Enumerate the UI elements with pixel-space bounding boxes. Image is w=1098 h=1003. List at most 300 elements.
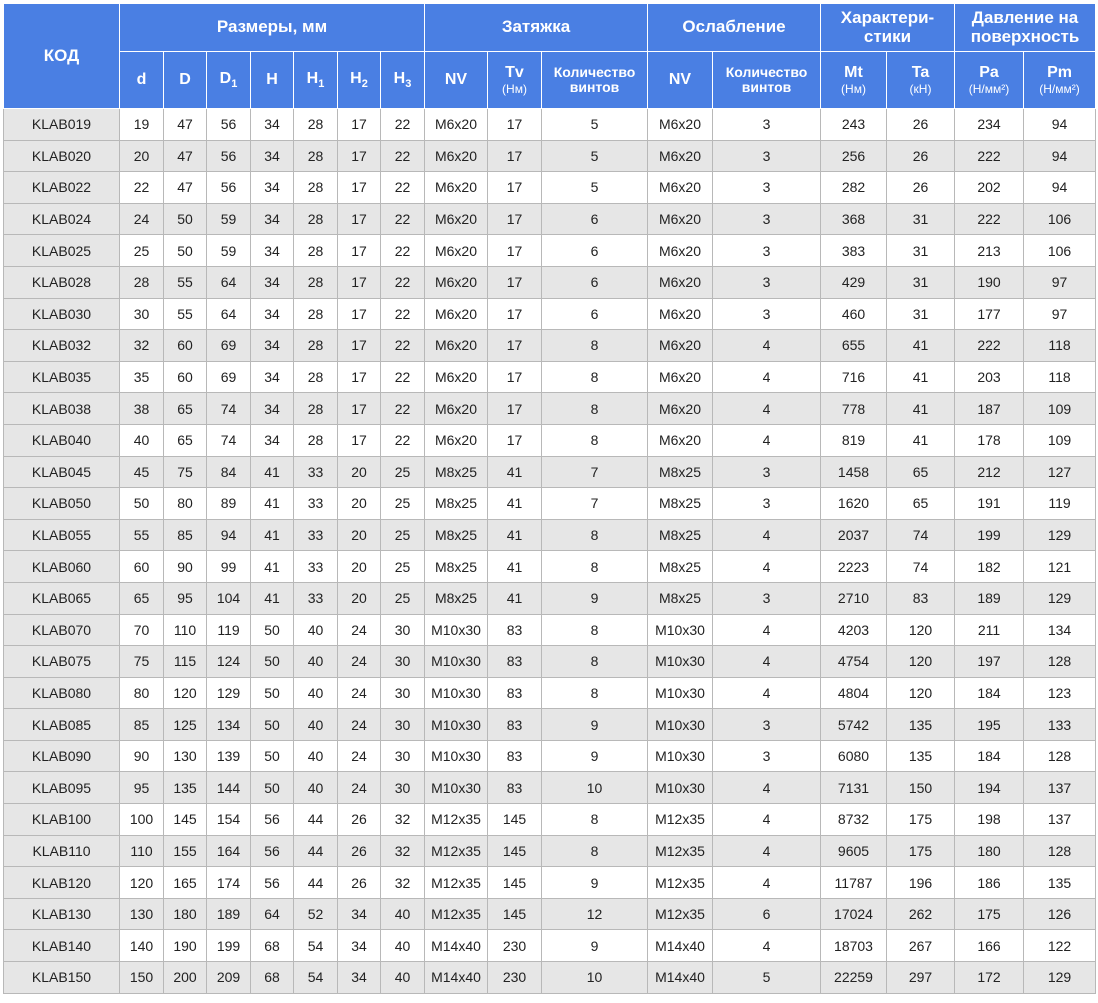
table-row [4,456,1096,488]
cell-tv: 17 [488,298,542,330]
spec-table [3,3,1096,994]
cell-H3: 30 [381,677,425,709]
cell-code: KLAB120 [4,867,120,899]
cell-pa: 195 [955,709,1024,741]
cell-D: 115 [164,646,207,678]
cell-H1: 28 [294,203,338,235]
cell-mt: 460 [821,298,887,330]
cell-mt: 4754 [821,646,887,678]
cell-mt: 8732 [821,804,887,836]
cell-H1: 28 [294,266,338,298]
cell-mt: 368 [821,203,887,235]
cell-D1: 59 [207,235,251,267]
cell-ta: 26 [887,172,955,204]
cell-pa: 178 [955,424,1024,456]
col-header-pa [955,52,1024,109]
cell-H1: 28 [294,235,338,267]
cell-tv: 83 [488,740,542,772]
cell-d: 60 [120,551,164,583]
cell-H1: 40 [294,614,338,646]
cell-D: 200 [164,962,207,994]
cell-H3: 22 [381,266,425,298]
cell-ta: 120 [887,677,955,709]
col-header-H2-main: H [350,69,362,87]
cell-H2: 17 [338,140,381,172]
cell-D: 145 [164,804,207,836]
cell-d: 100 [120,804,164,836]
cell-code: KLAB030 [4,298,120,330]
cell-pm: 129 [1024,962,1096,994]
cell-D1: 174 [207,867,251,899]
cell-H1: 40 [294,677,338,709]
cell-H1: 33 [294,582,338,614]
cell-tv: 17 [488,203,542,235]
cell-H2: 20 [338,582,381,614]
cell-pa: 213 [955,235,1024,267]
cell-H3: 22 [381,172,425,204]
cell-H: 41 [251,551,294,583]
cell-screws-tight: 8 [542,330,648,362]
cell-ta: 41 [887,361,955,393]
cell-code: KLAB150 [4,962,120,994]
cell-H: 56 [251,867,294,899]
table-row [4,930,1096,962]
cell-D: 120 [164,677,207,709]
cell-H1: 33 [294,456,338,488]
cell-d: 90 [120,740,164,772]
cell-d: 55 [120,519,164,551]
cell-nv-loose: M8x25 [648,488,713,520]
cell-ta: 31 [887,235,955,267]
cell-H: 50 [251,646,294,678]
cell-H: 41 [251,582,294,614]
cell-mt: 716 [821,361,887,393]
cell-screws-tight: 8 [542,361,648,393]
cell-ta: 262 [887,898,955,930]
cell-pm: 118 [1024,330,1096,362]
cell-screws-tight: 7 [542,488,648,520]
cell-tv: 83 [488,677,542,709]
cell-mt: 6080 [821,740,887,772]
cell-H2: 17 [338,361,381,393]
cell-pm: 133 [1024,709,1096,741]
cell-H2: 20 [338,456,381,488]
cell-nv-loose: M10x30 [648,677,713,709]
cell-d: 30 [120,298,164,330]
cell-D1: 104 [207,582,251,614]
cell-D: 55 [164,298,207,330]
col-header-H: H [251,52,294,109]
cell-D1: 124 [207,646,251,678]
col-header-D1-main: D [219,69,232,87]
cell-pa: 186 [955,867,1024,899]
cell-H3: 32 [381,804,425,836]
cell-H1: 40 [294,772,338,804]
cell-code: KLAB040 [4,424,120,456]
cell-ta: 65 [887,488,955,520]
cell-H3: 30 [381,709,425,741]
cell-H2: 17 [338,424,381,456]
cell-H: 50 [251,677,294,709]
col-header-mt-unit: (Нм) [841,82,866,97]
col-header-ta-unit: (кН) [909,82,932,97]
cell-d: 85 [120,709,164,741]
cell-H1: 40 [294,646,338,678]
cell-nv-tight: M6x20 [425,172,488,204]
cell-H: 34 [251,172,294,204]
cell-pm: 97 [1024,298,1096,330]
cell-ta: 120 [887,614,955,646]
cell-pm: 134 [1024,614,1096,646]
cell-nv-loose: M10x30 [648,646,713,678]
cell-H3: 32 [381,835,425,867]
cell-ta: 31 [887,298,955,330]
cell-tv: 41 [488,551,542,583]
header-row-columns [4,52,1096,109]
cell-tv: 41 [488,488,542,520]
col-header-nv-loose: NV [648,52,713,109]
cell-H: 34 [251,235,294,267]
cell-ta: 175 [887,835,955,867]
cell-mt: 17024 [821,898,887,930]
cell-nv-loose: M6x20 [648,172,713,204]
cell-d: 110 [120,835,164,867]
cell-D: 47 [164,172,207,204]
cell-screws-tight: 9 [542,709,648,741]
table-header [4,4,1096,109]
cell-D: 135 [164,772,207,804]
cell-tv: 17 [488,330,542,362]
cell-nv-tight: M10x30 [425,677,488,709]
cell-D: 60 [164,361,207,393]
cell-code: KLAB055 [4,519,120,551]
cell-nv-tight: M6x20 [425,140,488,172]
cell-H: 68 [251,962,294,994]
cell-code: KLAB130 [4,898,120,930]
cell-H: 56 [251,835,294,867]
cell-nv-tight: M8x25 [425,551,488,583]
cell-H2: 20 [338,488,381,520]
table-row [4,835,1096,867]
col-header-D: D [164,52,207,109]
cell-H2: 24 [338,646,381,678]
cell-H2: 26 [338,835,381,867]
cell-tv: 17 [488,109,542,141]
cell-pa: 199 [955,519,1024,551]
cell-H2: 24 [338,709,381,741]
col-header-pa-label: Pa [979,63,999,81]
cell-nv-tight: M8x25 [425,519,488,551]
cell-nv-tight: M8x25 [425,456,488,488]
col-header-H1-main: H [306,69,319,87]
cell-screws-loose: 3 [713,740,821,772]
cell-nv-loose: M12x35 [648,804,713,836]
cell-nv-tight: M10x30 [425,709,488,741]
cell-nv-tight: M10x30 [425,646,488,678]
cell-pm: 94 [1024,172,1096,204]
col-header-pa-unit: (Н/мм²) [968,82,1010,97]
cell-H3: 40 [381,930,425,962]
table-row [4,646,1096,678]
cell-pa: 191 [955,488,1024,520]
col-header-D1-sub: 1 [231,78,238,91]
col-header-mt [821,52,887,109]
cell-nv-loose: M6x20 [648,109,713,141]
cell-tv: 17 [488,140,542,172]
cell-nv-loose: M6x20 [648,361,713,393]
cell-D: 65 [164,424,207,456]
cell-pa: 222 [955,140,1024,172]
cell-code: KLAB020 [4,140,120,172]
cell-code: KLAB024 [4,203,120,235]
col-header-tv-label: Tv [505,63,524,81]
cell-screws-tight: 8 [542,551,648,583]
cell-H1: 28 [294,140,338,172]
cell-screws-loose: 3 [713,140,821,172]
cell-tv: 230 [488,930,542,962]
table-row [4,709,1096,741]
cell-ta: 175 [887,804,955,836]
cell-nv-tight: M12x35 [425,867,488,899]
cell-screws-tight: 8 [542,835,648,867]
table-row [4,361,1096,393]
cell-screws-tight: 9 [542,582,648,614]
cell-D1: 144 [207,772,251,804]
cell-ta: 267 [887,930,955,962]
cell-screws-tight: 7 [542,456,648,488]
cell-nv-loose: M12x35 [648,898,713,930]
cell-pm: 129 [1024,519,1096,551]
cell-H3: 32 [381,867,425,899]
cell-H2: 34 [338,898,381,930]
cell-pa: 202 [955,172,1024,204]
cell-nv-tight: M8x25 [425,488,488,520]
cell-mt: 383 [821,235,887,267]
cell-D1: 64 [207,298,251,330]
cell-code: KLAB050 [4,488,120,520]
cell-H: 34 [251,266,294,298]
cell-ta: 74 [887,519,955,551]
cell-d: 25 [120,235,164,267]
cell-d: 50 [120,488,164,520]
col-header-H2-sub: 2 [361,78,368,91]
col-header-pm-label: Pm [1047,63,1072,81]
cell-D1: 56 [207,172,251,204]
cell-H1: 40 [294,740,338,772]
cell-H: 56 [251,804,294,836]
cell-H: 41 [251,519,294,551]
cell-H3: 25 [381,488,425,520]
table-row [4,140,1096,172]
cell-screws-tight: 6 [542,235,648,267]
cell-d: 80 [120,677,164,709]
cell-H1: 28 [294,361,338,393]
cell-H1: 28 [294,393,338,425]
table-row [4,235,1096,267]
cell-d: 75 [120,646,164,678]
cell-D: 47 [164,109,207,141]
cell-D: 155 [164,835,207,867]
cell-pa: 166 [955,930,1024,962]
cell-D1: 94 [207,519,251,551]
cell-H: 50 [251,614,294,646]
cell-ta: 41 [887,424,955,456]
cell-nv-loose: M6x20 [648,424,713,456]
cell-ta: 31 [887,266,955,298]
col-header-H3-main: H [393,69,406,87]
cell-D: 190 [164,930,207,962]
col-header-H1 [294,52,338,109]
cell-H3: 25 [381,519,425,551]
cell-pm: 127 [1024,456,1096,488]
cell-nv-tight: M12x35 [425,804,488,836]
cell-screws-tight: 10 [542,962,648,994]
cell-screws-loose: 4 [713,867,821,899]
cell-H1: 28 [294,298,338,330]
table-row [4,109,1096,141]
loosening-group-header: Ослабление [648,4,821,52]
cell-mt: 2037 [821,519,887,551]
cell-D1: 199 [207,930,251,962]
cell-tv: 83 [488,646,542,678]
cell-pa: 211 [955,614,1024,646]
cell-screws-loose: 6 [713,898,821,930]
cell-mt: 655 [821,330,887,362]
cell-code: KLAB019 [4,109,120,141]
table-row [4,962,1096,994]
cell-H3: 22 [381,424,425,456]
cell-screws-loose: 4 [713,804,821,836]
cell-H1: 28 [294,109,338,141]
cell-H3: 22 [381,140,425,172]
cell-H2: 17 [338,203,381,235]
cell-D1: 84 [207,456,251,488]
cell-d: 150 [120,962,164,994]
cell-D: 55 [164,266,207,298]
cell-ta: 135 [887,709,955,741]
cell-pm: 94 [1024,140,1096,172]
cell-tv: 17 [488,361,542,393]
cell-H: 50 [251,709,294,741]
table-row [4,740,1096,772]
cell-pm: 109 [1024,424,1096,456]
cell-code: KLAB060 [4,551,120,583]
cell-mt: 819 [821,424,887,456]
table-row [4,804,1096,836]
col-header-H1-sub: 1 [318,78,325,91]
cell-H: 50 [251,772,294,804]
cell-pa: 234 [955,109,1024,141]
cell-mt: 1458 [821,456,887,488]
cell-D: 95 [164,582,207,614]
cell-screws-tight: 8 [542,677,648,709]
cell-screws-loose: 5 [713,962,821,994]
col-header-mt-label: Mt [844,63,863,81]
cell-screws-loose: 3 [713,456,821,488]
cell-screws-tight: 8 [542,519,648,551]
cell-pm: 123 [1024,677,1096,709]
cell-H3: 22 [381,361,425,393]
col-header-nv-tight: NV [425,52,488,109]
cell-screws-loose: 4 [713,519,821,551]
cell-pa: 184 [955,677,1024,709]
cell-d: 35 [120,361,164,393]
col-header-tv [488,52,542,109]
cell-H2: 24 [338,740,381,772]
col-header-H2 [338,52,381,109]
cell-pa: 190 [955,266,1024,298]
col-header-H3-sub: 3 [405,78,412,91]
cell-D1: 134 [207,709,251,741]
table-row [4,519,1096,551]
cell-D: 90 [164,551,207,583]
cell-d: 140 [120,930,164,962]
cell-D1: 154 [207,804,251,836]
cell-H: 34 [251,361,294,393]
cell-ta: 297 [887,962,955,994]
cell-tv: 83 [488,709,542,741]
cell-screws-loose: 4 [713,772,821,804]
cell-nv-loose: M10x30 [648,740,713,772]
cell-D1: 209 [207,962,251,994]
cell-ta: 135 [887,740,955,772]
cell-pm: 128 [1024,740,1096,772]
cell-code: KLAB035 [4,361,120,393]
cell-D: 165 [164,867,207,899]
cell-code: KLAB065 [4,582,120,614]
cell-pa: 177 [955,298,1024,330]
cell-code: KLAB075 [4,646,120,678]
cell-D: 130 [164,740,207,772]
cell-nv-loose: M6x20 [648,203,713,235]
cell-nv-loose: M6x20 [648,266,713,298]
cell-H2: 17 [338,235,381,267]
col-header-tv-unit: (Нм) [502,82,527,97]
header-row-groups [4,4,1096,52]
table-row [4,424,1096,456]
cell-D: 180 [164,898,207,930]
cell-nv-loose: M10x30 [648,772,713,804]
cell-H1: 40 [294,709,338,741]
cell-H2: 26 [338,867,381,899]
tightening-group-header: Затяжка [425,4,648,52]
cell-H3: 40 [381,898,425,930]
cell-H1: 44 [294,804,338,836]
cell-screws-tight: 6 [542,203,648,235]
table-row [4,614,1096,646]
cell-d: 38 [120,393,164,425]
cell-pm: 106 [1024,235,1096,267]
cell-pa: 222 [955,203,1024,235]
cell-tv: 17 [488,172,542,204]
cell-ta: 150 [887,772,955,804]
cell-nv-loose: M14x40 [648,962,713,994]
cell-nv-loose: M8x25 [648,551,713,583]
cell-H1: 54 [294,930,338,962]
cell-code: KLAB070 [4,614,120,646]
cell-nv-tight: M6x20 [425,361,488,393]
cell-ta: 31 [887,203,955,235]
cell-mt: 2710 [821,582,887,614]
cell-nv-loose: M6x20 [648,393,713,425]
cell-mt: 5742 [821,709,887,741]
cell-pm: 135 [1024,867,1096,899]
cell-mt: 11787 [821,867,887,899]
cell-pm: 126 [1024,898,1096,930]
cell-D1: 164 [207,835,251,867]
cell-screws-tight: 10 [542,772,648,804]
cell-screws-tight: 9 [542,930,648,962]
